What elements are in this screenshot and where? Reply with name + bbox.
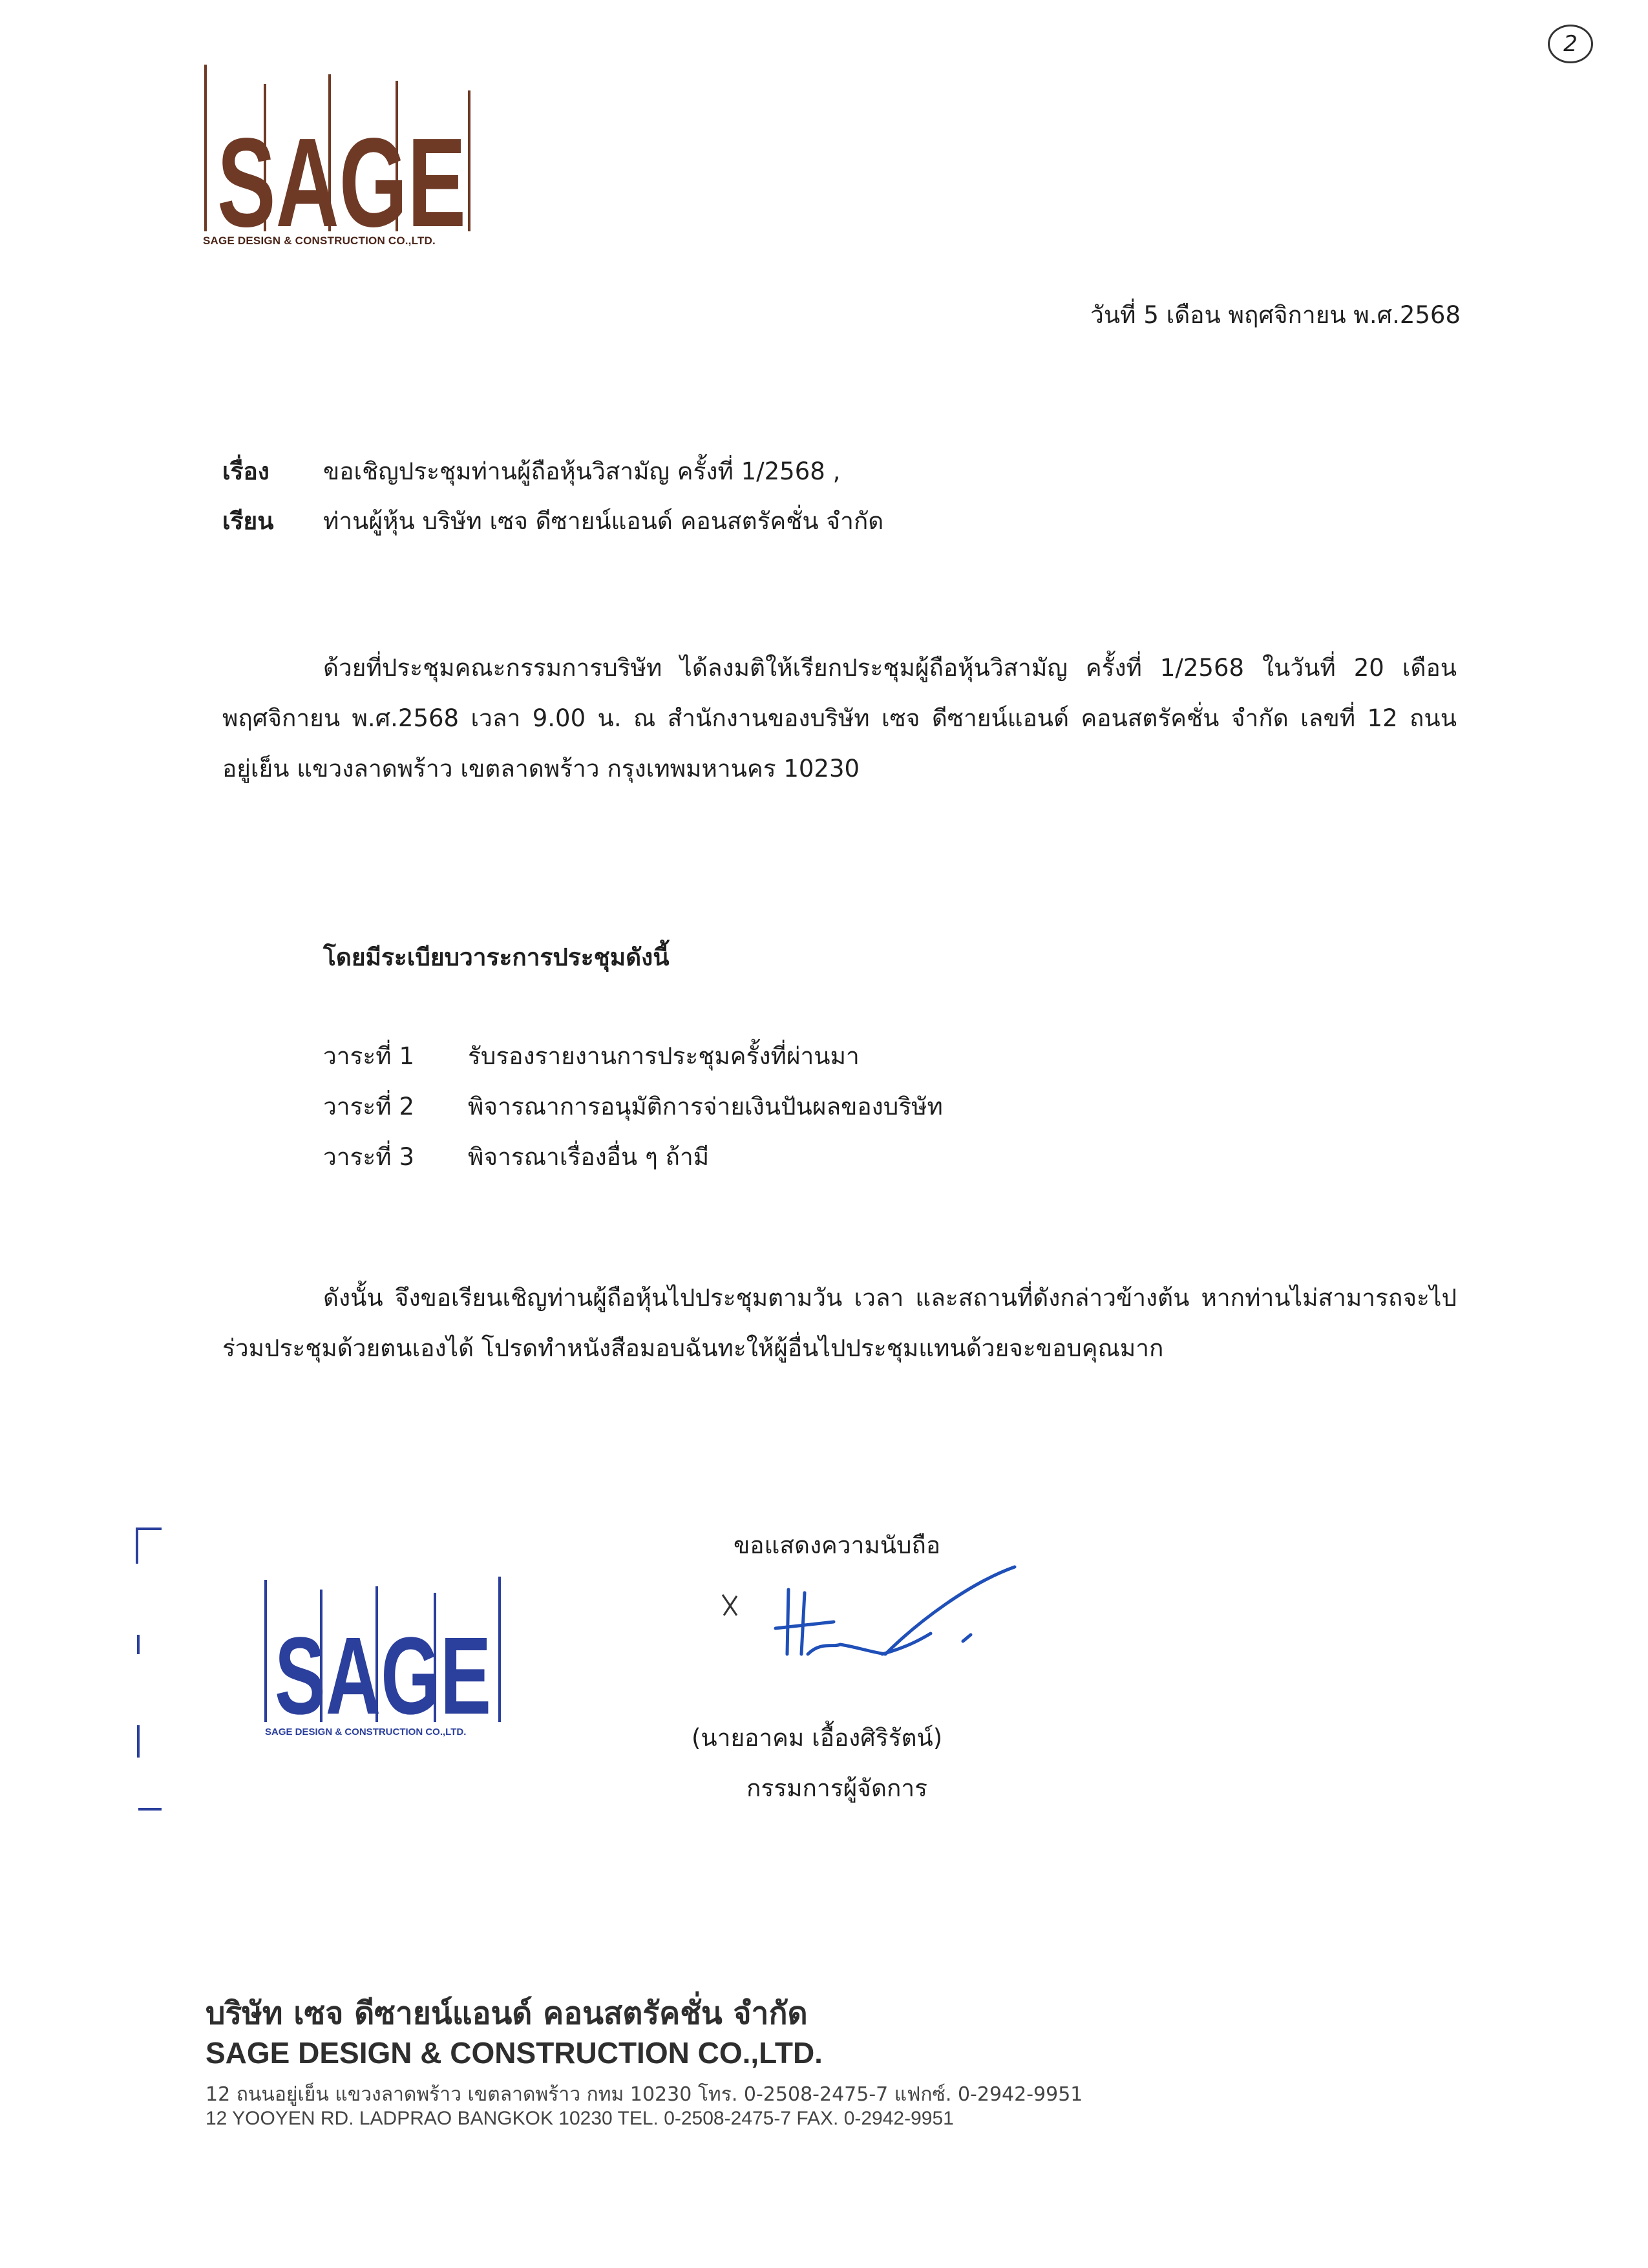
subject-text: ขอเชิญประชุมท่านผู้ถือหุ้นวิสามัญ ครั้งที่ 1/2568 ,	[323, 457, 841, 485]
agenda-item-label: วาระที่ 1	[323, 1042, 414, 1070]
footer-address-th: 12 ถนนอยู่เย็น แขวงลาดพร้าว เขตลาดพร้าว กทม 10230 โทร. 0-2508-2475-7 แฟกซ์. 0-2942-9951	[206, 2083, 1083, 2106]
footer-company-name-th: บริษัท เซจ ดีซายน์แอนด์ คอนสตรัคชั่น จำกัด	[206, 1995, 808, 2032]
closing-text: ขอแสดงความนับถือ	[734, 1531, 941, 1559]
logo-caption: SAGE DESIGN & CONSTRUCTION CO.,LTD.	[203, 235, 436, 247]
agenda-item-text: พิจารณาการอนุมัติการจ่ายเงินปันผลของบริษัท	[468, 1093, 943, 1120]
subject-label: เรื่อง	[222, 457, 269, 485]
agenda-item-label: วาระที่ 2	[323, 1093, 414, 1120]
svg-text:SAGE: SAGE	[275, 1615, 491, 1725]
stamp-border-marks	[129, 1525, 168, 1822]
agenda-item-text: พิจารณาเรื่องอื่น ๆ ถ้ามี	[468, 1143, 710, 1171]
agenda-item-label: วาระที่ 3	[323, 1143, 414, 1171]
company-logo	[203, 65, 481, 255]
company-stamp	[262, 1577, 507, 1751]
body-paragraph-1: ด้วยที่ประชุมคณะกรรมการบริษัท ได้ลงมติให้เรียกประชุมผู้ถือหุ้นวิสามัญ ครั้งที่ 1/2568 ในวันที่ 20 เดือน พฤศจิกายน พ.ศ.2568 เวลา 9.00 น. ณ สำนักงานของบริษัท เซจ ดีซายน์แอนด์ คอนสตรัคชั่น จำกัด เลขที่ 12 ถนนอยู่เย็น แขวงลาดพร้าว เขตลาดพร้าว กรุงเทพมหานคร 10230	[222, 654, 1457, 782]
body-paragraph-2: ดังนั้น จึงขอเรียนเชิญท่านผู้ถือหุ้นไปประชุมตามวัน เวลา และสถานที่ดังกล่าวข้างต้น หากท่านไม่สามารถจะไปร่วมประชุมด้วยตนเองได้ โปรดทำหนังสือมอบฉันทะให้ผู้อื่นไปประชุมแทนด้วยจะขอบคุณมาก	[222, 1284, 1457, 1362]
svg-text:SAGE: SAGE	[217, 112, 466, 233]
recipient-label: เรียน	[222, 507, 274, 535]
stamp-logo-graphic	[262, 1577, 507, 1725]
sage-logo-graphic	[203, 65, 481, 233]
stamp-caption: SAGE DESIGN & CONSTRUCTION CO.,LTD.	[265, 1727, 467, 1738]
agenda-item-text: รับรองรายงานการประชุมครั้งที่ผ่านมา	[468, 1042, 860, 1070]
signer-title: กรรมการผู้จัดการ	[746, 1774, 928, 1802]
letter-date: วันที่ 5 เดือน พฤศจิกายน พ.ศ.2568	[1090, 301, 1461, 329]
footer-address-en: 12 YOOYEN RD. LADPRAO BANGKOK 10230 TEL. 0-2508-2475-7 FAX. 0-2942-9951	[206, 2108, 954, 2129]
agenda-item	[323, 1138, 709, 1176]
footer-company-name-en: SAGE DESIGN & CONSTRUCTION CO.,LTD.	[206, 2036, 823, 2070]
agenda-item	[323, 1087, 943, 1126]
signer-name: (นายอาคม เอื้องศิริรัตน์)	[692, 1724, 943, 1752]
page-number: 2	[1548, 25, 1593, 63]
agenda-heading: โดยมีระเบียบวาระการประชุมดังนี้	[323, 943, 670, 971]
handwritten-signature	[711, 1551, 1034, 1693]
agenda-item	[323, 1037, 860, 1075]
recipient-text: ท่านผู้หุ้น บริษัท เซจ ดีซายน์แอนด์ คอนสตรัคชั่น จำกัด	[323, 507, 884, 535]
